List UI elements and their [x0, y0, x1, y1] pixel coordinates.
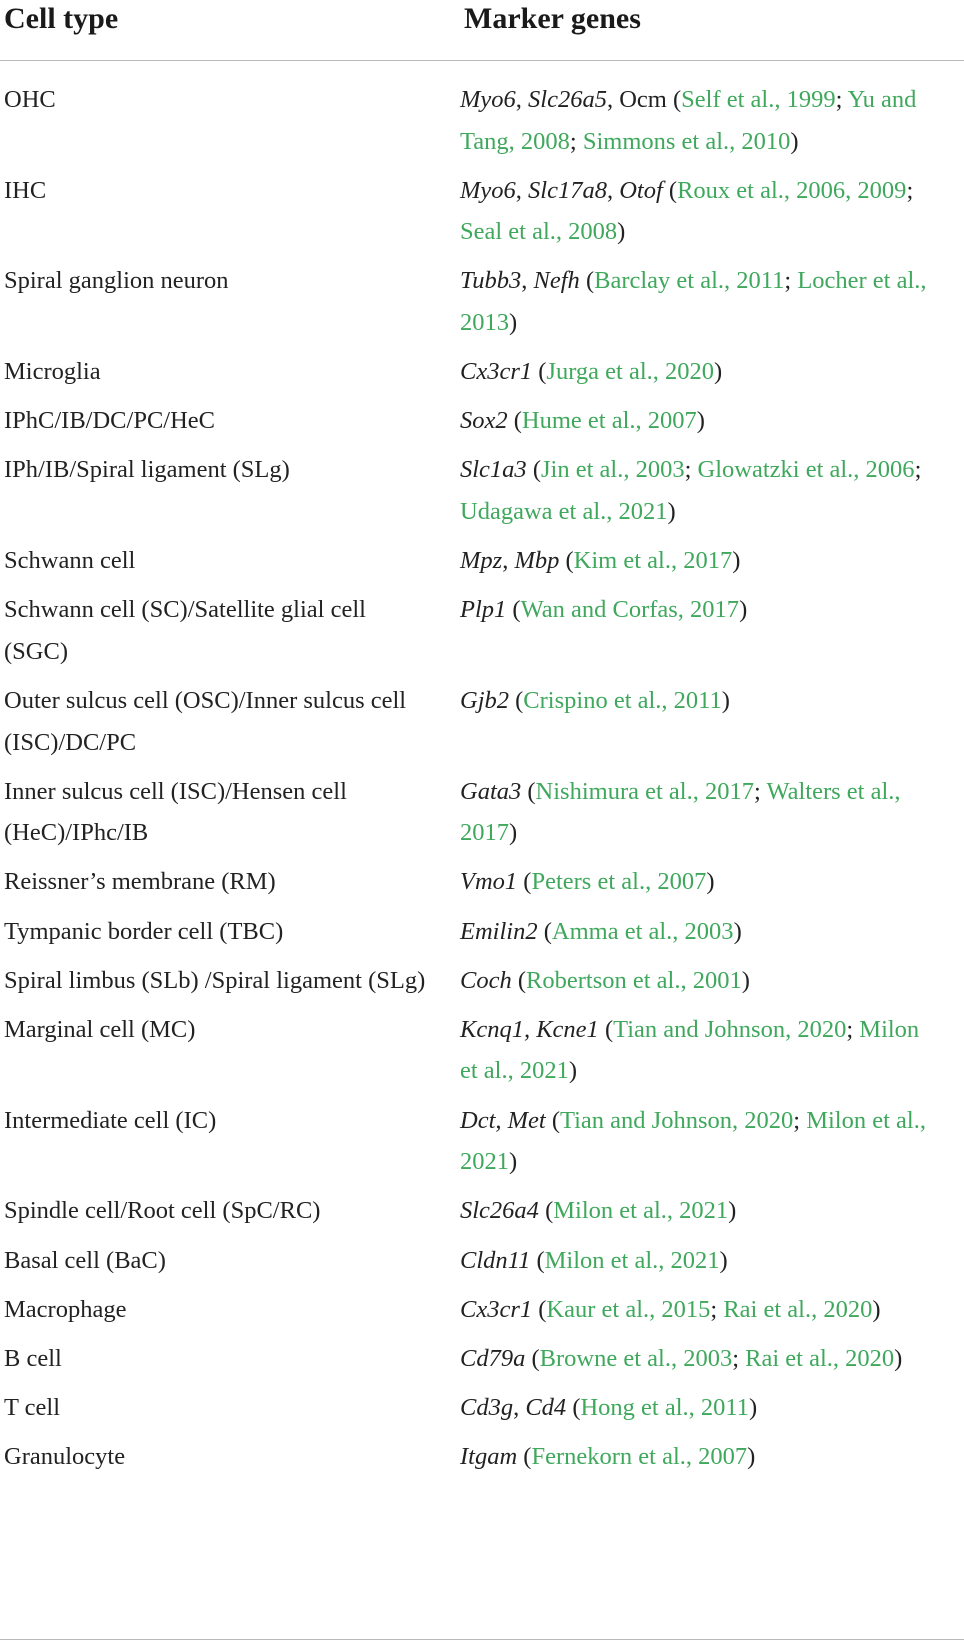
reference-link[interactable]: Milon et al., 2021	[544, 1246, 720, 1274]
punctuation-text: (	[511, 966, 527, 994]
punctuation-text: (	[507, 407, 522, 435]
reference-link[interactable]: Robertson et al., 2001	[526, 966, 742, 994]
gene-name: Gata3	[460, 777, 522, 805]
punctuation-text: ,	[515, 176, 529, 204]
reference-link[interactable]: Walters et al., 2017	[460, 777, 901, 847]
reference-link[interactable]: Fernekorn et al., 2007	[531, 1443, 748, 1471]
marker-genes-cell	[440, 911, 940, 953]
punctuation-text: (	[517, 1443, 532, 1471]
table-body	[0, 79, 964, 1485]
reference-link[interactable]: Milon et al., 2021	[460, 1015, 920, 1085]
gene-name: Mpz	[460, 547, 503, 575]
gene-name: Slc26a5	[528, 86, 607, 113]
table-row	[0, 1387, 964, 1429]
table-header	[0, 0, 964, 60]
punctuation-text: )	[739, 596, 748, 624]
marker-genes-cell	[440, 260, 940, 343]
punctuation-text: )	[894, 1344, 903, 1372]
marker-genes-cell	[440, 680, 940, 722]
reference-link[interactable]: Glowatzki et al., 2006	[697, 456, 915, 484]
table-row	[0, 960, 964, 1002]
cell-type-label: Granulocyte	[4, 1443, 126, 1471]
gene-name: Slc1a3	[460, 456, 527, 484]
table-row	[0, 1289, 964, 1331]
reference-link[interactable]: Rai et al., 2020	[723, 1295, 873, 1323]
header-divider	[0, 60, 964, 61]
table-row	[0, 400, 964, 442]
marker-genes-cell	[440, 1387, 940, 1429]
marker-genes-cell	[440, 351, 940, 393]
table-row	[0, 79, 964, 162]
gene-name: Cd79a	[460, 1344, 526, 1372]
punctuation-text: )	[617, 218, 626, 246]
punctuation-text: ;	[732, 1344, 746, 1372]
punctuation-text: (	[525, 1344, 540, 1372]
punctuation-text: ;	[710, 1295, 724, 1323]
table-row	[0, 1190, 964, 1232]
punctuation-text: )	[719, 1246, 728, 1274]
reference-link[interactable]: Self et al., 1999	[681, 86, 836, 113]
punctuation-text: )	[714, 358, 723, 386]
gene-name: Myo6	[460, 176, 516, 204]
marker-genes-cell	[440, 1009, 940, 1092]
punctuation-text: )	[732, 547, 741, 575]
cell-type-label: Microglia	[4, 358, 101, 386]
punctuation-text: ;	[684, 456, 698, 484]
marker-genes-cell	[440, 1436, 940, 1478]
punctuation-text: )	[667, 497, 676, 525]
gene-name: Kcnq1, Kcne1	[460, 1015, 599, 1043]
punctuation-text: , Ocm (	[606, 86, 682, 113]
reference-link[interactable]: Barclay et al., 2011	[594, 267, 785, 295]
cell-type-label: Inner sulcus cell (ISC)/Hensen cell (HeC)/IPhc/IB	[4, 777, 347, 847]
marker-genes-cell	[440, 771, 940, 854]
punctuation-text: )	[721, 687, 730, 714]
table-row	[0, 1009, 964, 1092]
punctuation-text: (	[506, 596, 521, 624]
punctuation-text: ;	[906, 176, 914, 204]
reference-link[interactable]: Jurga et al., 2020	[546, 358, 715, 386]
table-row	[0, 540, 964, 582]
table-row	[0, 911, 964, 953]
header-cell-type: Cell type	[4, 2, 119, 35]
cell-type-label: Macrophage	[4, 1295, 127, 1323]
gene-name: Dct, Met	[460, 1106, 546, 1134]
punctuation-text: (	[517, 868, 532, 896]
marker-genes-cell	[440, 1338, 940, 1380]
punctuation-text: (	[566, 1394, 581, 1422]
gene-name: Cd3g	[460, 1394, 514, 1422]
punctuation-text: ,	[513, 1394, 526, 1422]
reference-link[interactable]: Kim et al., 2017	[573, 547, 733, 575]
reference-link[interactable]: Browne et al., 2003	[539, 1344, 733, 1372]
punctuation-text: ;	[835, 86, 848, 113]
punctuation-text: (	[532, 1295, 547, 1323]
reference-link[interactable]: Hong et al., 2011	[580, 1394, 750, 1422]
gene-name: Cx3cr1	[460, 1295, 533, 1323]
reference-link[interactable]: Yu and Tang, 2008	[460, 86, 917, 155]
reference-link[interactable]: Nishimura et al., 2017	[535, 777, 754, 805]
cell-type-label: Spindle cell/Root cell (SpC/RC)	[4, 1197, 321, 1225]
punctuation-text: (	[545, 1106, 561, 1134]
gene-name: Coch	[460, 966, 512, 994]
table-row	[0, 1240, 964, 1282]
punctuation-text: (	[598, 1015, 614, 1043]
gene-name: Otof	[619, 176, 663, 204]
punctuation-text: (	[538, 1197, 554, 1225]
reference-link[interactable]: Simmons et al., 2010	[582, 127, 791, 155]
cell-type-label: Basal cell (BaC)	[4, 1246, 166, 1274]
cell-type-label: IPhC/IB/DC/PC/HeC	[4, 407, 216, 435]
punctuation-text: ,	[521, 267, 534, 295]
punctuation-text: )	[749, 1394, 758, 1422]
punctuation-text: ;	[793, 1106, 807, 1134]
punctuation-text: )	[747, 1443, 756, 1471]
punctuation-text: )	[872, 1295, 881, 1323]
table-row	[0, 771, 964, 854]
punctuation-text: )	[509, 308, 518, 336]
marker-genes-cell	[440, 1289, 940, 1331]
cell-type-label: Spiral ganglion neuron	[4, 267, 229, 295]
cell-type-label: Schwann cell (SC)/Satellite glial cell (SGC)	[4, 596, 366, 665]
header-marker-genes: Marker genes	[464, 2, 641, 35]
punctuation-text: (	[662, 176, 678, 204]
marker-genes-cell	[440, 960, 940, 1002]
gene-name: Vmo1	[460, 868, 518, 896]
punctuation-text: )	[696, 407, 705, 435]
gene-name: Itgam	[460, 1443, 518, 1471]
punctuation-text: (	[521, 777, 536, 805]
gene-name: Cldn11	[460, 1246, 531, 1274]
punctuation-text: )	[568, 1057, 578, 1085]
punctuation-text: ;	[753, 777, 767, 805]
punctuation-text: ;	[784, 267, 798, 295]
gene-name: Cx3cr1	[460, 358, 533, 386]
punctuation-text: (	[530, 1246, 545, 1274]
punctuation-text: ;	[846, 1015, 860, 1043]
punctuation-text: (	[579, 267, 595, 295]
gene-name: Slc17a8	[528, 176, 607, 204]
punctuation-text: )	[741, 966, 750, 994]
marker-genes-cell	[440, 540, 940, 582]
gene-name: Emilin2	[460, 917, 538, 945]
punctuation-text: )	[509, 819, 518, 847]
table-bottom-divider	[0, 1639, 964, 1640]
table-row	[0, 449, 964, 532]
marker-genes-cell	[440, 400, 940, 442]
reference-link[interactable]: Hume et al., 2007	[521, 407, 697, 435]
punctuation-text: (	[526, 456, 541, 484]
punctuation-text: ;	[569, 127, 583, 155]
reference-link[interactable]: Seal et al., 2008	[460, 218, 618, 246]
reference-link[interactable]: Rai et al., 2020	[745, 1344, 895, 1372]
cell-type-label: Intermediate cell (IC)	[4, 1106, 217, 1134]
marker-genes-cell	[440, 79, 940, 162]
cell-type-label: Schwann cell	[4, 547, 136, 575]
reference-link[interactable]: Jin et al., 2003	[540, 456, 685, 484]
reference-link[interactable]: Amma et al., 2003	[551, 917, 734, 945]
reference-link[interactable]: Kaur et al., 2015	[546, 1295, 711, 1323]
marker-genes-cell	[440, 1240, 940, 1282]
marker-genes-cell	[440, 170, 940, 253]
punctuation-text: (	[537, 917, 552, 945]
cell-type-label: IPh/IB/Spiral ligament (SLg)	[4, 456, 290, 484]
reference-link[interactable]: Milon et al., 2021	[460, 1106, 926, 1176]
table-row	[0, 1100, 964, 1183]
reference-link[interactable]: Milon et al., 2021	[553, 1197, 729, 1225]
reference-link[interactable]: Wan and Corfas, 2017	[520, 596, 740, 624]
marker-genes-cell	[440, 861, 940, 903]
table-row	[0, 260, 964, 343]
punctuation-text: )	[733, 917, 742, 945]
punctuation-text: )	[790, 127, 799, 155]
cell-type-label: Reissner’s membrane (RM)	[4, 868, 276, 896]
reference-link[interactable]: Tian and Johnson, 2020	[560, 1106, 794, 1134]
gene-name: Mbp	[514, 547, 560, 575]
cell-type-label: T cell	[4, 1394, 61, 1422]
gene-name: Cd4	[525, 1394, 567, 1422]
gene-name: Tubb3	[460, 267, 522, 295]
table-row	[0, 1338, 964, 1380]
reference-link[interactable]: Locher et al., 2013	[460, 267, 927, 336]
table-row	[0, 351, 964, 393]
table-row	[0, 680, 964, 763]
marker-genes-cell	[440, 1100, 940, 1183]
punctuation-text: ,	[606, 176, 620, 204]
cell-type-label: OHC	[4, 86, 56, 113]
punctuation-text: (	[532, 358, 547, 386]
punctuation-text: ,	[515, 86, 529, 113]
cell-type-label: Spiral limbus (SLb) /Spiral ligament (SLg)	[4, 966, 426, 994]
gene-name: Nefh	[533, 267, 580, 295]
cell-type-label: Outer sulcus cell (OSC)/Inner sulcus cell (ISC)/DC/PC	[4, 687, 407, 756]
cell-type-label: Marginal cell (MC)	[4, 1015, 196, 1043]
marker-genes-cell	[440, 1190, 940, 1232]
punctuation-text: ,	[502, 547, 515, 575]
reference-link[interactable]: Crispino et al., 2011	[523, 687, 722, 714]
gene-name: Sox2	[460, 407, 508, 435]
gene-name: Myo6	[460, 86, 516, 113]
marker-genes-cell	[440, 589, 940, 631]
cell-type-label: IHC	[4, 176, 47, 204]
reference-link[interactable]: Peters et al., 2007	[531, 868, 707, 896]
cell-type-label: Tympanic border cell (TBC)	[4, 917, 284, 945]
reference-link[interactable]: Tian and Johnson, 2020	[613, 1015, 847, 1043]
gene-name: Gjb2	[460, 687, 509, 714]
reference-link[interactable]: Roux et al., 2006, 2009	[677, 176, 907, 204]
cell-type-label: B cell	[4, 1344, 62, 1372]
punctuation-text: )	[728, 1197, 737, 1225]
punctuation-text: )	[706, 868, 715, 896]
punctuation-text: (	[509, 687, 524, 714]
punctuation-text: (	[559, 547, 574, 575]
table-row	[0, 861, 964, 903]
marker-genes-cell	[440, 449, 940, 532]
reference-link[interactable]: Udagawa et al., 2021	[460, 497, 668, 525]
gene-name: Slc26a4	[460, 1197, 539, 1225]
table-row	[0, 170, 964, 253]
punctuation-text: )	[509, 1148, 518, 1176]
table-row	[0, 1436, 964, 1478]
punctuation-text: ;	[914, 456, 922, 484]
table-row	[0, 589, 964, 672]
gene-name: Plp1	[460, 596, 507, 624]
